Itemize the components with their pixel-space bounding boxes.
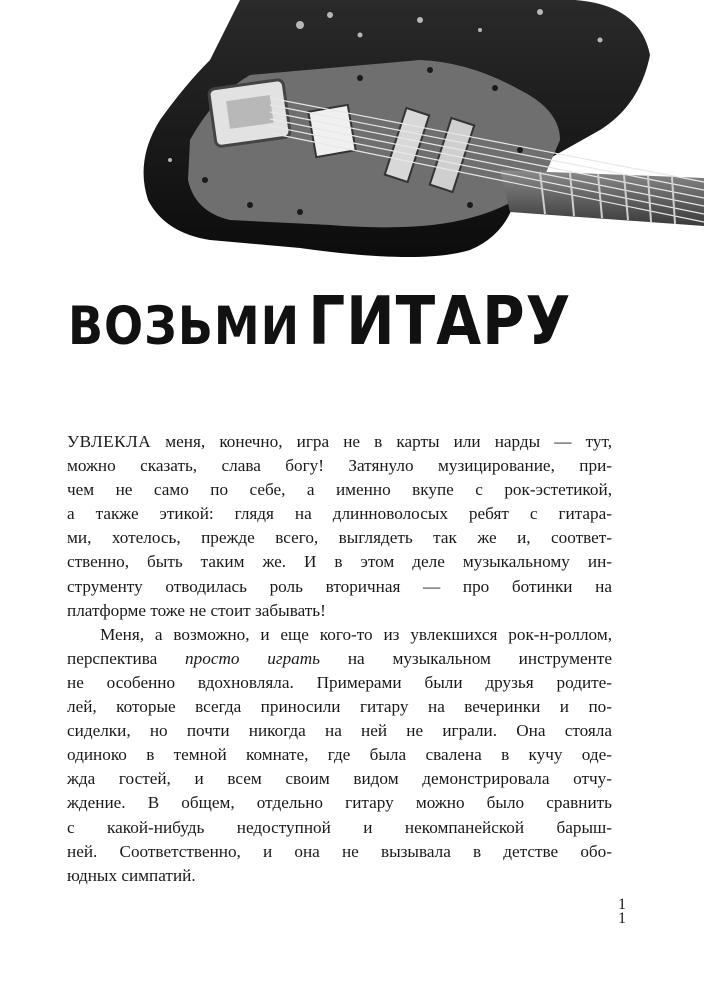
paragraph-2 bbox=[67, 623, 612, 888]
text-line: а также этикой: глядя на длинноволосых ребят с гитара- bbox=[67, 504, 612, 524]
chapter-title-part2: ГИТАРУ bbox=[308, 282, 572, 361]
paragraph-1 bbox=[67, 430, 612, 623]
lead-word: УВЛЕКЛА bbox=[67, 432, 152, 451]
text-line: одиноко в темной комнате, где была свалена в кучу оде- bbox=[67, 745, 612, 765]
text-line: Меня, а возможно, и еще кого-то из увлекшихся рок-н-роллом, bbox=[100, 624, 612, 644]
text-line: юдных симпатий. bbox=[67, 865, 196, 885]
text-line: струменту отводилась роль вторичная — про ботинки на bbox=[67, 576, 612, 596]
emphasis: просто играть bbox=[185, 648, 320, 668]
text-line: лей, которые всегда приносили гитару на вечеринки и по- bbox=[67, 697, 612, 717]
page-number-top: 1 bbox=[618, 896, 626, 913]
text-line: ственно, быть таким же. И в этом деле музыкальному ин- bbox=[67, 552, 612, 572]
text-line: не особенно вдохновляла. Примерами были друзья родите- bbox=[67, 672, 612, 692]
page-number bbox=[615, 898, 629, 926]
text-line: ней. Соответственно, и она не вызывала в детстве обо- bbox=[67, 841, 612, 861]
chapter-title-part1: ВОЗЬМИ bbox=[68, 294, 301, 357]
chapter-title bbox=[68, 282, 571, 360]
text-line: можно сказать, слава богу! Затянуло музицирование, при- bbox=[67, 456, 612, 476]
text-line: ждение. В общем, отдельно гитару можно было сравнить bbox=[67, 793, 612, 813]
guitar-photo bbox=[0, 0, 704, 270]
body-text bbox=[67, 430, 612, 888]
text-line: с какой-нибудь недоступной и некомпанейской барыш- bbox=[67, 817, 612, 837]
page-number-bottom: 1 bbox=[618, 910, 626, 927]
text-line: чем не само по себе, а именно вкупе с рок-эстетикой, bbox=[67, 480, 612, 500]
text-line: жда гостей, и всем своим видом демонстрировала отчу- bbox=[67, 769, 612, 789]
text-line: платформе тоже не стоит забывать! bbox=[67, 600, 326, 620]
text-line: УВЛЕКЛА меня, конечно, игра не в карты или нарды — тут, bbox=[67, 432, 612, 451]
text-line: сиделки, но почти никогда на ней не играли. Она стояла bbox=[67, 721, 612, 741]
text-line: ми, хотелось, прежде всего, выглядеть так же и, соответ- bbox=[67, 528, 612, 548]
text-line: перспектива просто играть на музыкальном инструменте bbox=[67, 648, 613, 668]
